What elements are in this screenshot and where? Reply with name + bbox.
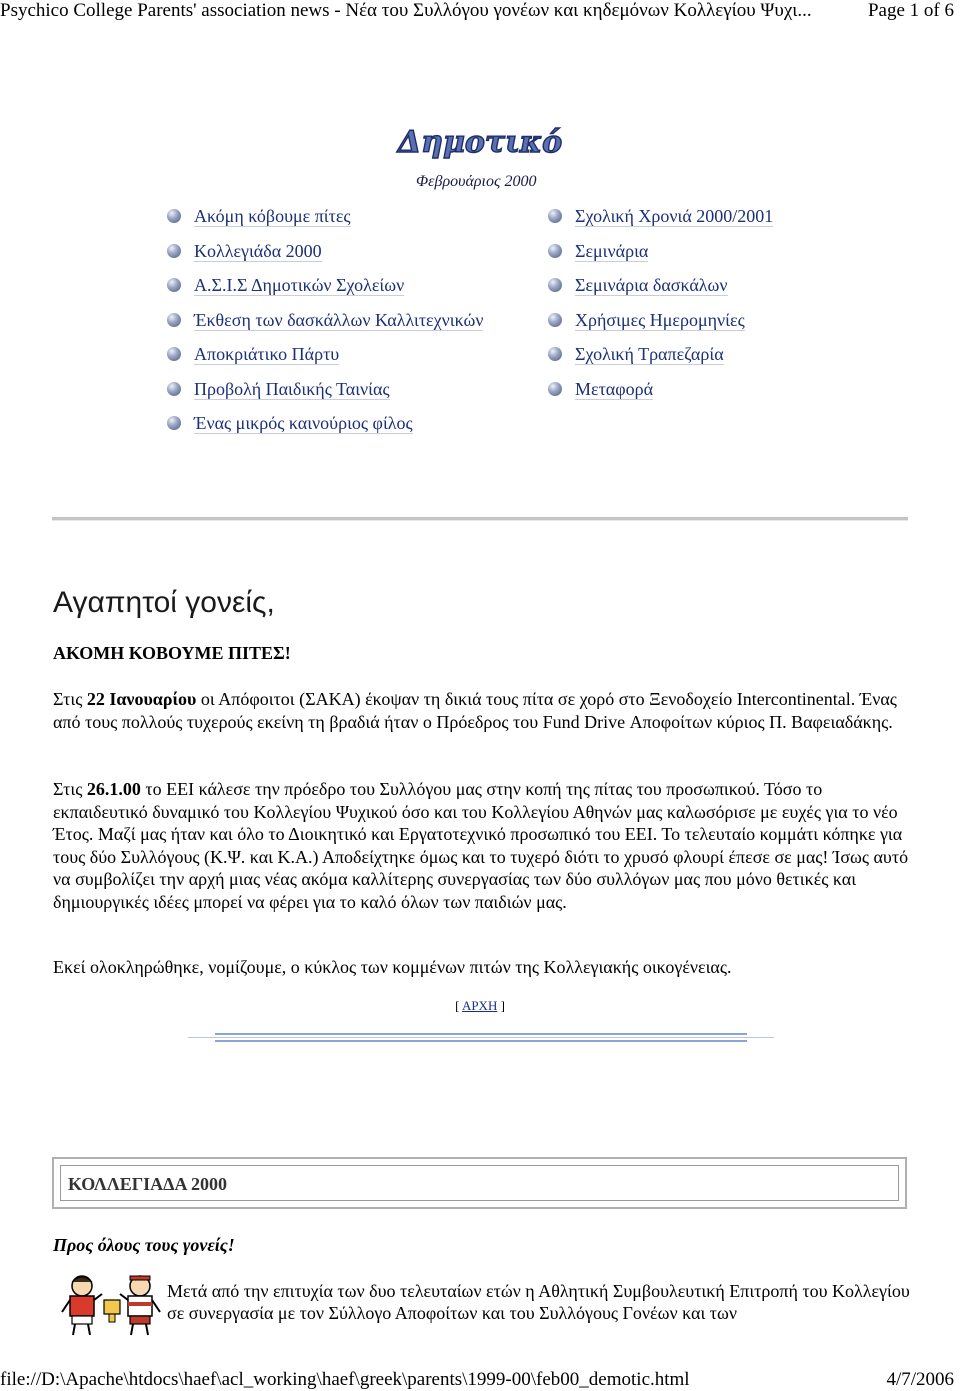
date-highlight: 26.1.00 [86, 779, 141, 799]
menu-item[interactable] [548, 310, 773, 345]
paragraph-text: οι Απόφοιτοι (ΣΑΚΑ) έκοψαν τη δικιά τους πίτα σε χορό στο Ξενοδοχείο Intercontinental. Ένας από τους πολλούς τυχερούς εκείνη τη βραδιά ήταν ο Πρόεδρος του Fund Drive Αποφοίτων κύριος Π. Βαφειαδάκης. [53, 689, 897, 732]
back-to-top [0, 998, 960, 1014]
page-number: Page 1 of 6 [867, 0, 954, 21]
paragraph-1 [53, 688, 913, 733]
menu-item[interactable] [167, 413, 483, 448]
bullet-icon [548, 313, 562, 327]
print-date: 4/7/2006 [886, 1369, 954, 1390]
bullet-icon [167, 313, 181, 327]
paragraph-2 [53, 778, 913, 913]
menu-link[interactable]: Ένας μικρός καινούριος φίλος [194, 413, 413, 433]
menu-link[interactable]: Αποκριάτικο Πάρτυ [194, 344, 340, 364]
menu-link[interactable]: Α.Σ.Ι.Σ Δημοτικών Σχολείων [194, 275, 405, 295]
bullet-icon [167, 209, 181, 223]
bullet-icon [167, 244, 181, 258]
bullet-icon [548, 209, 562, 223]
menu-item[interactable] [167, 379, 483, 414]
menu-link[interactable]: Προβολή Παιδικής Ταινίας [194, 378, 390, 399]
menu-link[interactable]: Σεμινάρια [575, 240, 649, 261]
menu-link[interactable]: Έκθεση των δασκάλλων Καλλιτεχνικών [194, 309, 484, 330]
dimotiko-logo [397, 120, 563, 164]
greeting: Αγαπητοί γονείς, [53, 586, 275, 619]
menu-left [167, 206, 483, 448]
bracket: [ [455, 998, 462, 1013]
bullet-icon [167, 416, 181, 430]
paragraph-text: Στις [53, 779, 87, 799]
article-heading: ΑΚΟΜΗ ΚΟΒΟΥΜΕ ΠΙΤΕΣ! [53, 643, 291, 663]
section-intro: Μετά από την επιτυχία των δυο τελευταίων ετών η Αθλητική Συμβουλευτική Επιτροπή του Κολλεγίου σε συνεργασία με τον Σύλλογο Αποφοίτων και του Συλλόγους Γονέων και των [167, 1281, 910, 1323]
menu-item[interactable] [167, 241, 483, 276]
paragraph-3: Εκεί ολοκληρώθηκε, νομίζουμε, ο κύκλος των κομμένων πιτών της Κολλεγιακής οικογένειας. [53, 957, 732, 977]
menu-item[interactable] [167, 310, 483, 345]
document-title: Psychico College Parents' association news - Νέα του Συλλόγου γονέων και κηδεμόνων Κολλεγίου Ψυχι... [0, 0, 812, 21]
menu-item[interactable] [548, 206, 773, 241]
paragraph-text: το ΕΕΙ κάλεσε την πρόεδρο του Συλλόγου μας στην κοπή της πίτας του προσωπικού. Τόσο το εκπαιδευτικό δυναμικό του Κολλεγίου Ψυχικού όσο και του Κολλεγίου Αθηνών μας καλωσόρισε με ευχές για το νέο Έτος. Μαζί μας ήταν και όλο το Διοικητικό και Εργατοτεχνικό προσωπικό του ΕΕΙ. Το τελευταίο κομμάτι κόπηκε για τους δύο Συλλόγους (Κ.Ψ. και Κ.Α.) Αποδείχτηκε όμως και το τυχερό διότι το χρυσό φλουρί έπεσε σε μας! Ίσως αυτό να συμβολίζει την αρχή μιας νέας ακόμα καλλίτερης συνεργασίας των δύο συλλόγων μας που μόνο θετικές και δημιουργικές ιδέες μπορεί να φέρει για το καλό όλων των παιδιών μας. [53, 779, 909, 912]
menu-item[interactable] [167, 344, 483, 379]
menu-item[interactable] [548, 379, 773, 414]
back-to-top-link[interactable]: ΑΡΧΗ [461, 998, 498, 1013]
menu-link[interactable]: Ακόμη κόβουμε πίτες [194, 206, 351, 226]
menu-link[interactable]: Μεταφορά [575, 378, 654, 399]
date-highlight: 22 Ιανουαρίου [86, 689, 197, 709]
paragraph-text: Στις [53, 689, 87, 709]
bullet-icon [548, 382, 562, 396]
menu-link[interactable]: Σεμινάρια δασκάλων [575, 275, 728, 295]
issue-month: Φεβρουάριος 2000 [416, 173, 537, 190]
section-divider [52, 517, 908, 521]
menu-right [548, 206, 773, 413]
menu-link[interactable]: Σχολική Τραπεζαρία [575, 344, 724, 364]
menu-item[interactable] [548, 344, 773, 379]
menu-link[interactable]: Σχολική Χρονιά 2000/2001 [575, 206, 774, 226]
bullet-icon [548, 278, 562, 292]
menu-item[interactable] [548, 241, 773, 276]
bullet-icon [548, 347, 562, 361]
menu-link[interactable]: Κολλεγιάδα 2000 [194, 240, 322, 261]
section-title: ΚΟΛΛΕΓΙΑΔΑ 2000 [68, 1174, 227, 1194]
salutation: Προς όλους τους γονείς! [53, 1235, 235, 1255]
bullet-icon [548, 244, 562, 258]
menu-link[interactable]: Χρήσιμες Ημερομηνίες [575, 309, 745, 330]
menu-item[interactable] [548, 275, 773, 310]
athletes-cartoon-image [60, 1272, 165, 1337]
logo-text: Δημοτικό [397, 125, 563, 160]
bullet-icon [167, 347, 181, 361]
file-path: file://D:\Apache\htdocs\haef\acl_working\haef\greek\parents\1999-00\feb00_demotic.html [0, 1369, 690, 1390]
bullet-icon [167, 382, 181, 396]
decorative-rule [188, 1033, 774, 1042]
menu-item[interactable] [167, 275, 483, 310]
bracket: ] [497, 998, 505, 1013]
menu-item[interactable] [167, 206, 483, 241]
bullet-icon [167, 278, 181, 292]
